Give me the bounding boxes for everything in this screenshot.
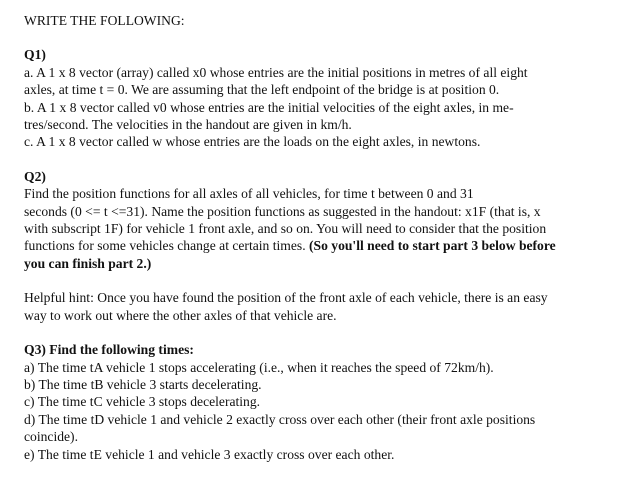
hint-line: Helpful hint: Once you have found the position of the front axle of each vehicle, there is an easy: [24, 290, 548, 306]
q3-line: coincide).: [24, 429, 78, 445]
q3-line: c) The time tC vehicle 3 stops decelerating.: [24, 394, 261, 410]
q1-line: axles, at time t = 0. We are assuming that the left endpoint of the bridge is at position 0.: [24, 82, 500, 98]
q1-line: b. A 1 x 8 vector called v0 whose entries are the initial velocities of the eight axles, in me-: [24, 99, 514, 115]
q3-line: b) The time tB vehicle 3 starts decelerating.: [24, 376, 262, 392]
q1-line: tres/second. The velocities in the handout are given in km/h.: [24, 117, 352, 133]
spacer: [24, 272, 614, 289]
question-3: [24, 341, 614, 463]
spacer: [24, 324, 614, 341]
q2-line: Find the position functions for all axles of all vehicles, for time t between 0 and 31: [24, 186, 474, 202]
question-1: [24, 46, 614, 150]
spacer: [24, 151, 614, 168]
question-2: [24, 168, 614, 272]
q2-line: with subscript 1F) for vehicle 1 front axle, and so on. You will need to consider that the position: [24, 221, 547, 237]
q3-line: a) The time tA vehicle 1 stops accelerating (i.e., when it reaches the speed of 72km/h).: [24, 359, 494, 375]
q3-line: d) The time tD vehicle 1 and vehicle 2 exactly cross over each other (their front axle positions: [24, 411, 536, 427]
q2-heading: Q2): [24, 168, 46, 184]
q1-line: a. A 1 x 8 vector (array) called x0 whose entries are the initial positions in metres of all eight: [24, 64, 528, 80]
q1-heading: Q1): [24, 47, 46, 63]
q1-line: c. A 1 x 8 vector called w whose entries are the loads on the eight axles, in newtons.: [24, 134, 481, 150]
q3-line: e) The time tE vehicle 1 and vehicle 3 exactly cross over each other.: [24, 446, 395, 462]
page-title: WRITE THE FOLLOWING:: [24, 13, 185, 28]
q2-line: seconds (0 <= t <=31). Name the position functions as suggested in the handout: x1F (that is, x: [24, 203, 541, 219]
q2-line-mixed: [24, 237, 614, 254]
document: [24, 12, 614, 463]
q2-warning-text: (So you'll need to start part 3 below before: [309, 238, 556, 254]
q2-warning-text-cont: you can finish part 2.): [24, 255, 152, 271]
q3-heading: Q3) Find the following times:: [24, 342, 194, 358]
hint-line: way to work out where the other axles of that vehicle are.: [24, 307, 337, 323]
helpful-hint: [24, 289, 614, 324]
q2-line4-text: functions for some vehicles change at certain times.: [24, 238, 309, 254]
